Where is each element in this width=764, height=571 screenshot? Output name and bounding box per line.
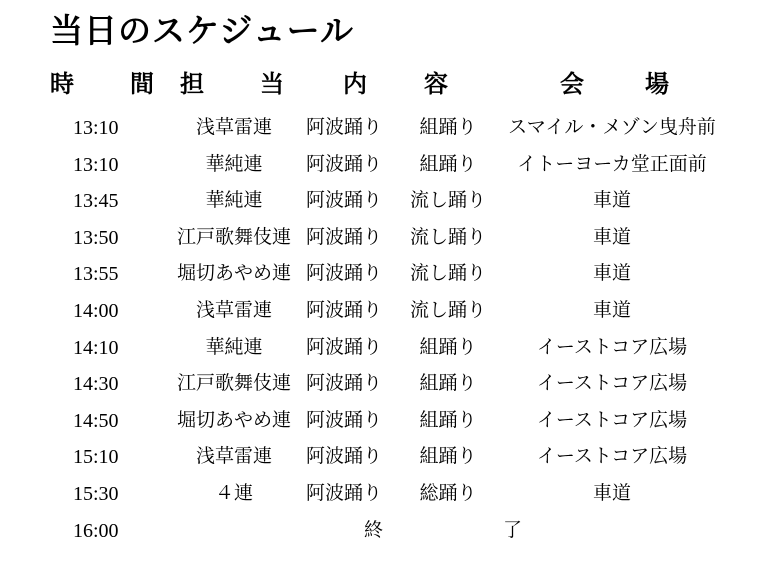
end-text-1: 終 — [364, 518, 384, 541]
row-group: 江戸歌舞伎連 — [176, 372, 291, 395]
row-dance: 阿波踊り — [306, 408, 383, 431]
row-group: 華純連 — [205, 335, 263, 358]
header-time-1: 時 — [50, 70, 74, 98]
row-group: 江戸歌舞伎連 — [176, 225, 291, 248]
row-time: 14:10 — [73, 336, 119, 359]
row-style: 流し踊り — [409, 225, 486, 248]
table-row — [0, 185, 764, 222]
row-group: 堀切あやめ連 — [176, 408, 291, 431]
table-row — [0, 222, 764, 259]
row-group: 浅草雷連 — [195, 116, 272, 138]
row-style: 組踊り — [419, 335, 477, 358]
row-dance: 阿波踊り — [306, 372, 383, 395]
row-group: 華純連 — [205, 152, 263, 175]
row-group: 浅草雷連 — [195, 445, 272, 468]
header-tanto-1: 担 — [180, 70, 204, 98]
row-group: ４連 — [214, 481, 253, 504]
row-time: 15:10 — [73, 446, 119, 469]
table-row — [0, 149, 764, 186]
row-venue: スマイル・メゾン曳舟前 — [508, 116, 716, 138]
row-time: 13:10 — [73, 153, 119, 176]
row-time: 14:30 — [73, 373, 119, 396]
table-row-end — [0, 515, 764, 552]
row-time: 14:00 — [73, 299, 119, 322]
row-time: 14:50 — [73, 409, 119, 432]
row-group: 華純連 — [205, 189, 263, 212]
row-style: 流し踊り — [409, 189, 486, 212]
header-time-2: 間 — [130, 70, 154, 98]
row-style: 組踊り — [419, 152, 477, 175]
row-venue: イーストコア広場 — [536, 335, 688, 358]
row-group: 堀切あやめ連 — [176, 262, 291, 285]
row-venue: 車道 — [592, 189, 631, 212]
row-venue: イトーヨーカ堂正面前 — [517, 152, 707, 175]
table-row — [0, 368, 764, 405]
row-venue: 車道 — [592, 298, 631, 321]
header-naiyo-2: 容 — [424, 70, 448, 98]
row-venue: イーストコア広場 — [536, 445, 688, 468]
row-venue: 車道 — [592, 262, 631, 285]
row-dance: 阿波踊り — [306, 152, 383, 175]
row-style: 組踊り — [419, 445, 477, 468]
table-row — [0, 112, 764, 149]
table-row — [0, 441, 764, 478]
schedule-table — [0, 112, 764, 551]
row-style: 流し踊り — [409, 298, 486, 321]
table-row — [0, 405, 764, 442]
end-text-2: 了 — [503, 518, 523, 541]
row-dance: 阿波踊り — [306, 225, 383, 248]
row-time: 13:50 — [73, 226, 119, 249]
header-kaijo-2: 場 — [645, 70, 669, 98]
row-dance: 阿波踊り — [306, 262, 383, 285]
row-time: 13:55 — [73, 263, 119, 286]
row-style: 組踊り — [419, 372, 477, 395]
row-group: 浅草雷連 — [195, 298, 272, 321]
row-dance: 阿波踊り — [306, 481, 383, 504]
table-row — [0, 258, 764, 295]
row-style: 組踊り — [419, 408, 477, 431]
table-row — [0, 295, 764, 332]
row-dance: 阿波踊り — [306, 445, 383, 468]
row-venue: イーストコア広場 — [536, 408, 688, 431]
row-venue: イーストコア広場 — [536, 372, 688, 395]
row-time: 15:30 — [73, 482, 119, 505]
row-style: 組踊り — [419, 116, 477, 138]
header-naiyo-1: 内 — [343, 70, 367, 98]
row-dance: 阿波踊り — [306, 116, 383, 138]
row-dance: 阿波踊り — [306, 189, 383, 212]
table-row — [0, 478, 764, 515]
table-row — [0, 332, 764, 369]
row-venue: 車道 — [592, 481, 631, 504]
header-kaijo-1: 会 — [560, 70, 584, 98]
row-time: 16:00 — [73, 519, 119, 542]
row-dance: 阿波踊り — [306, 335, 383, 358]
row-style: 総踊り — [419, 481, 477, 504]
row-time: 13:10 — [73, 117, 119, 139]
row-style: 流し踊り — [409, 262, 486, 285]
row-dance: 阿波踊り — [306, 298, 383, 321]
page-title: 当日のスケジュール — [50, 11, 355, 50]
row-time: 13:45 — [73, 190, 119, 213]
row-venue: 車道 — [592, 225, 631, 248]
header-tanto-2: 当 — [260, 70, 284, 98]
